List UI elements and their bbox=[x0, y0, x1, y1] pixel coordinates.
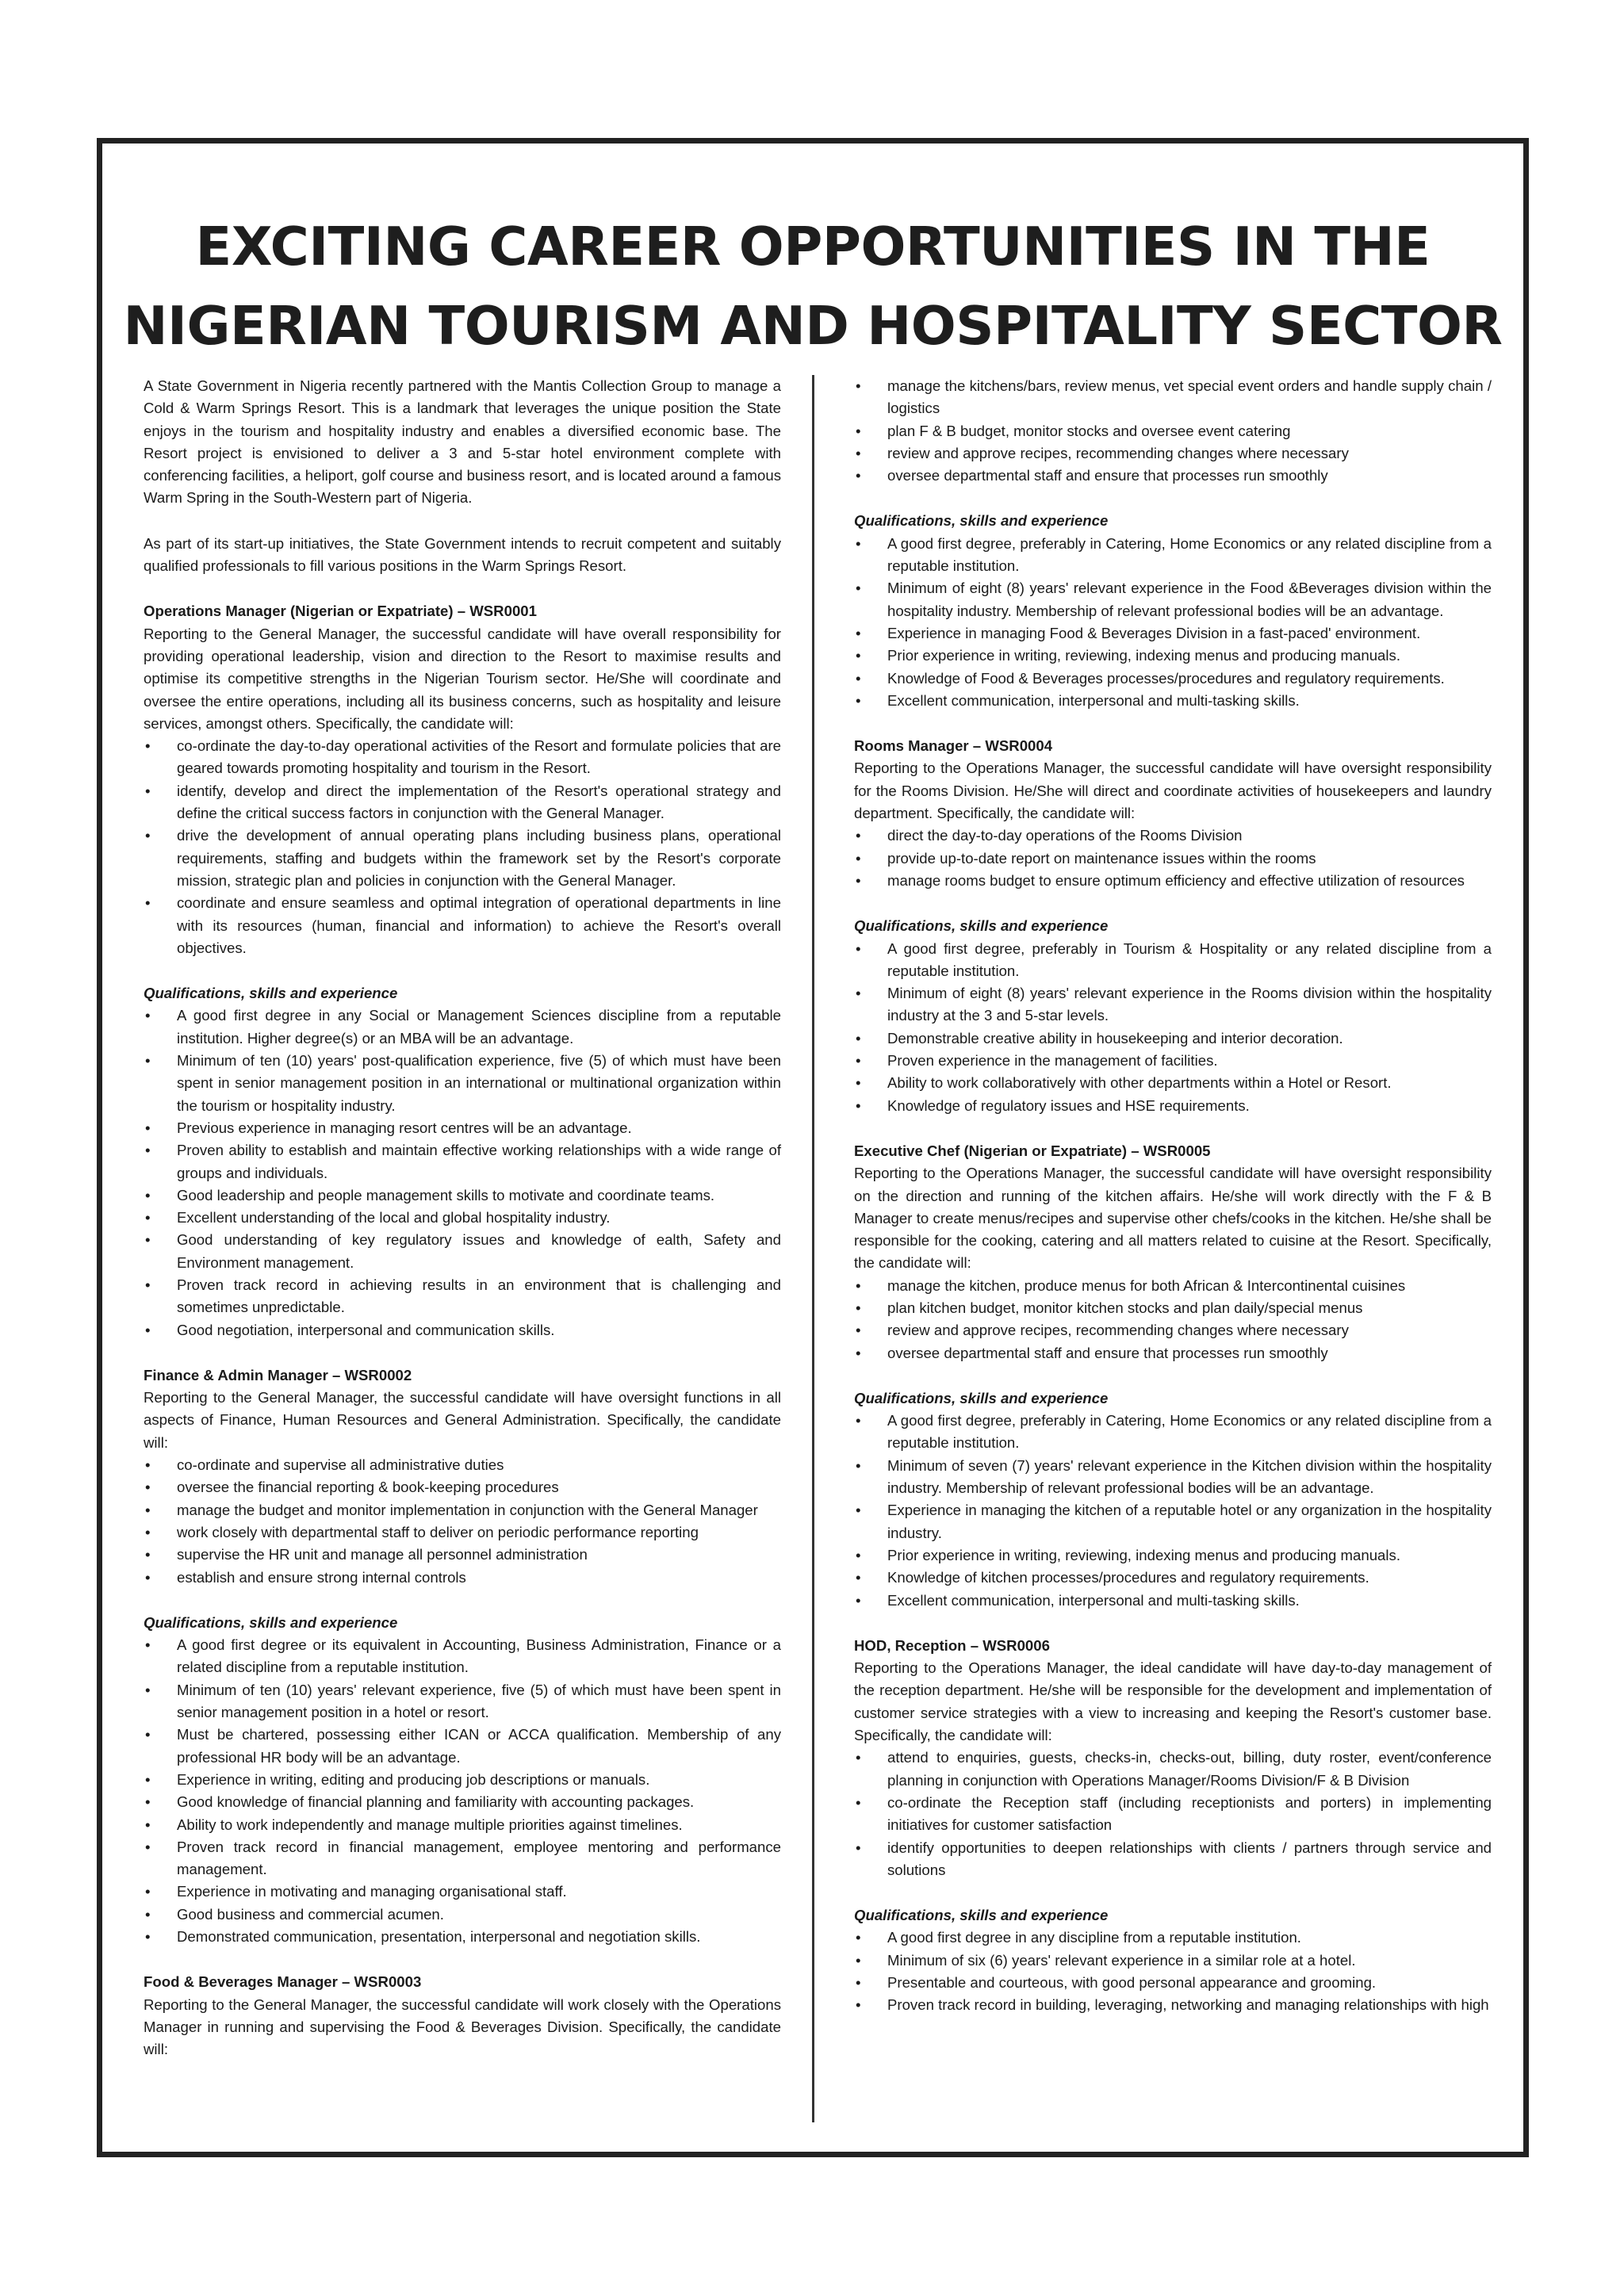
list-item: • Proven track record in financial management, employee mentoring and performance management. bbox=[144, 1836, 781, 1881]
list-item: • A good first degree in any Social or Management Sciences discipline from a reputable institution. Higher degree(s) or an MBA will be an advantage. bbox=[144, 1004, 781, 1050]
title-line-2: NIGERIAN TOURISM AND HOSPITALITY SECTOR bbox=[123, 295, 1503, 357]
list-item: • review and approve recipes, recommending changes where necessary bbox=[854, 442, 1492, 465]
list-item: • A good first degree, preferably in Tourism & Hospitality or any related discipline from a reputable institution. bbox=[854, 938, 1492, 983]
job-intro: Reporting to the Operations Manager, the ideal candidate will have day-to-day management of the reception department. He/she will be responsible for the development and implementation of customer service strategies with a view to increasing and keeping the Resort's customer base. Specifically, the candidate will: bbox=[854, 1659, 1492, 1744]
list-item: • manage the kitchens/bars, review menus, vet special event orders and handle supply chain / logistics bbox=[854, 375, 1492, 420]
list-item: • Experience in managing Food & Beverages Division in a fast-paced' environment. bbox=[854, 622, 1492, 645]
list-item: • oversee the financial reporting & book-keeping procedures bbox=[144, 1476, 781, 1498]
list-item: • work closely with departmental staff to deliver on periodic performance reporting bbox=[144, 1521, 781, 1544]
page-title bbox=[102, 207, 1523, 365]
intro-paragraph: A State Government in Nigeria recently partnered with the Mantis Collection Group to manage a Cold & Warm Springs Resort. This is a landmark that leverages the unique position the State enjoys in the tourism and hospitality industry and enables a diversified economic base. The Resort project is envisioned to deliver a 3 and 5-star hotel environment complete with conferencing facilities, a heliport, golf course and business resort, and is located around a famous Warm Spring in the South-Western part of Nigeria. bbox=[144, 377, 781, 507]
list-item: • co-ordinate and supervise all administrative duties bbox=[144, 1454, 781, 1476]
duties-list bbox=[854, 825, 1492, 892]
duties-list bbox=[144, 735, 781, 959]
job-intro: Reporting to the General Manager, the successful candidate will have oversight functions in all aspects of Finance, Human Resources and General Administration. Specifically, the candidate will: bbox=[144, 1389, 781, 1451]
list-item: • A good first degree, preferably in Catering, Home Economics or any related discipline from a reputable institution. bbox=[854, 533, 1492, 578]
list-item: • co-ordinate the day-to-day operational activities of the Resort and formulate policies that are geared towards promoting hospitality and tourism in the Resort. bbox=[144, 735, 781, 780]
list-item: • Demonstrable creative ability in housekeeping and interior decoration. bbox=[854, 1027, 1492, 1050]
list-item: • identify, develop and direct the implementation of the Resort's operational strategy and define the critical success factors in conjunction with the General Manager. bbox=[144, 780, 781, 825]
list-item: • Ability to work independently and manage multiple priorities against timelines. bbox=[144, 1814, 781, 1836]
list-item: • Proven track record in achieving results in an environment that is challenging and sometimes unpredictable. bbox=[144, 1274, 781, 1319]
list-item: • manage the budget and monitor implementation in conjunction with the General Manager bbox=[144, 1499, 781, 1521]
title-line-1: EXCITING CAREER OPPORTUNITIES IN THE bbox=[195, 216, 1431, 277]
list-item: • Experience in managing the kitchen of a reputable hotel or any organization in the hospitality industry. bbox=[854, 1499, 1492, 1544]
list-item: • A good first degree in any discipline from a reputable institution. bbox=[854, 1927, 1492, 1949]
list-item: • Minimum of eight (8) years' relevant experience in the Rooms division within the hospitality industry at the 3 and 5-star levels. bbox=[854, 982, 1492, 1027]
list-item: • attend to enquiries, guests, checks-in, checks-out, billing, duty roster, event/conference planning in conjunction with Operations Manager/Rooms Division/F & B Division bbox=[854, 1747, 1492, 1792]
list-item: • A good first degree, preferably in Catering, Home Economics or any related discipline from a reputable institution. bbox=[854, 1410, 1492, 1455]
list-item: • Excellent communication, interpersonal and multi-tasking skills. bbox=[854, 690, 1492, 712]
list-item: • establish and ensure strong internal controls bbox=[144, 1567, 781, 1589]
list-item: • supervise the HR unit and manage all personnel administration bbox=[144, 1544, 781, 1566]
list-item: • Minimum of ten (10) years' post-qualification experience, five (5) of which must have been spent in senior management position in an international or multinational organization within the tourism or hospitality industry. bbox=[144, 1050, 781, 1117]
job-heading-hod-reception: HOD, Reception – WSR0006 bbox=[854, 1636, 1050, 1654]
list-item: • manage the kitchen, produce menus for both African & Intercontinental cuisines bbox=[854, 1275, 1492, 1297]
list-item: • Minimum of eight (8) years' relevant experience in the Food &Beverages division within the hospitality industry. Membership of relevant professional bodies will be an advantage. bbox=[854, 577, 1492, 622]
job-intro: Reporting to the Operations Manager, the successful candidate will have oversight responsibility for the Rooms Division. He/She will direct and coordinate activities of housekeepers and laundry department. Specifically, the candidate will: bbox=[854, 760, 1492, 822]
list-item: • Previous experience in managing resort centres will be an advantage. bbox=[144, 1117, 781, 1139]
list-item: • Proven experience in the management of facilities. bbox=[854, 1050, 1492, 1072]
qualifications-list bbox=[854, 1410, 1492, 1612]
qualifications-heading: Qualifications, skills and experience bbox=[144, 1613, 398, 1631]
list-item: • A good first degree or its equivalent in Accounting, Business Administration, Finance or a related discipline from a reputable institution. bbox=[144, 1634, 781, 1679]
list-item: • Minimum of six (6) years' relevant experience in a similar role at a hotel. bbox=[854, 1950, 1492, 1972]
list-item: • Excellent understanding of the local and global hospitality industry. bbox=[144, 1207, 781, 1229]
list-item: • direct the day-to-day operations of the Rooms Division bbox=[854, 825, 1492, 847]
list-item: • Good understanding of key regulatory issues and knowledge of ealth, Safety and Environment management. bbox=[144, 1229, 781, 1274]
right-column bbox=[854, 375, 1492, 2017]
list-item: • Ability to work collaboratively with other departments within a Hotel or Resort. bbox=[854, 1072, 1492, 1094]
duties-list bbox=[854, 375, 1492, 487]
job-intro: Reporting to the General Manager, the successful candidate will have overall responsibility for providing operational leadership, vision and direction to the Resort to maximise results and optimise its competitive strengths in the Nigerian Tourism sector. He/She will coordinate and oversee the entire operations, including all its business concerns, such as hospitality and leisure services, amongst others. Specifically, the candidate will: bbox=[144, 625, 781, 732]
list-item: • Must be chartered, possessing either ICAN or ACCA qualification. Membership of any professional HR body will be an advantage. bbox=[144, 1724, 781, 1769]
list-item: • Knowledge of kitchen processes/procedures and regulatory requirements. bbox=[854, 1567, 1492, 1589]
list-item: • Proven ability to establish and maintain effective working relationships with a wide range of groups and individuals. bbox=[144, 1139, 781, 1184]
qualifications-heading: Qualifications, skills and experience bbox=[854, 1907, 1109, 1924]
list-item: • oversee departmental staff and ensure that processes run smoothly bbox=[854, 465, 1492, 487]
job-intro: Reporting to the General Manager, the successful candidate will work closely with the Operations Manager in running and supervising the Food & Beverages Division. Specifically, the candidate will: bbox=[144, 1996, 781, 2058]
list-item: • drive the development of annual operating plans including business plans, operational requirements, staffing and budgets within the framework set by the Resort's corporate mission, strategic plan and policies in conjunction with the General Manager. bbox=[144, 825, 781, 892]
job-heading-finance-admin-manager: Finance & Admin Manager – WSR0002 bbox=[144, 1366, 412, 1383]
list-item: • Presentable and courteous, with good personal appearance and grooming. bbox=[854, 1972, 1492, 1994]
list-item: • Good business and commercial acumen. bbox=[144, 1904, 781, 1926]
list-item: • Minimum of seven (7) years' relevant experience in the Kitchen division within the hospitality industry. Membership of relevant professional bodies will be an advantage. bbox=[854, 1455, 1492, 1500]
qualifications-list bbox=[854, 1927, 1492, 2016]
job-intro: Reporting to the Operations Manager, the successful candidate will have oversight responsibility on the direction and running of the kitchen affairs. He/she will work directly with the F & B Manager to create menus/recipes and supervise other chefs/cooks in the kitchen. He/she shall be responsible for the cooking, catering and all matters related to cuisine at the Resort. Specifically, the candidate will: bbox=[854, 1165, 1492, 1272]
job-heading-food-beverages-manager: Food & Beverages Manager – WSR0003 bbox=[144, 1973, 422, 1991]
list-item: • Knowledge of regulatory issues and HSE requirements. bbox=[854, 1095, 1492, 1117]
list-item: • Minimum of ten (10) years' relevant experience, five (5) of which must have been spent in senior management position in a hotel or resort. bbox=[144, 1679, 781, 1724]
list-item: • oversee departmental staff and ensure that processes run smoothly bbox=[854, 1342, 1492, 1364]
list-item: • provide up-to-date report on maintenance issues within the rooms bbox=[854, 848, 1492, 870]
qualifications-heading: Qualifications, skills and experience bbox=[854, 917, 1109, 935]
list-item: • plan kitchen budget, monitor kitchen stocks and plan daily/special menus bbox=[854, 1297, 1492, 1319]
list-item: • Good leadership and people management skills to motivate and coordinate teams. bbox=[144, 1184, 781, 1207]
qualifications-heading: Qualifications, skills and experience bbox=[854, 512, 1109, 530]
qualifications-heading: Qualifications, skills and experience bbox=[854, 1389, 1109, 1406]
list-item: • Good negotiation, interpersonal and communication skills. bbox=[144, 1319, 781, 1341]
qualifications-heading: Qualifications, skills and experience bbox=[144, 985, 398, 1002]
list-item: • Experience in motivating and managing organisational staff. bbox=[144, 1881, 781, 1903]
list-item: • review and approve recipes, recommending changes where necessary bbox=[854, 1319, 1492, 1341]
list-item: • co-ordinate the Reception staff (including receptionists and porters) in implementing initiatives for customer satisfaction bbox=[854, 1792, 1492, 1837]
qualifications-list bbox=[854, 533, 1492, 712]
duties-list bbox=[854, 1275, 1492, 1364]
list-item: • Proven track record in building, leveraging, networking and managing relationships with high bbox=[854, 1994, 1492, 2016]
startup-paragraph: As part of its start-up initiatives, the State Government intends to recruit competent and suitably qualified professionals to fill various positions in the Warm Springs Resort. bbox=[144, 534, 781, 575]
list-item: • coordinate and ensure seamless and optimal integration of operational departments in line with its resources (human, financial and information) to achieve the Resort's overall objectives. bbox=[144, 892, 781, 959]
list-item: • Prior experience in writing, reviewing, indexing menus and producing manuals. bbox=[854, 1544, 1492, 1567]
column-divider bbox=[812, 375, 814, 2122]
list-item: • Good knowledge of financial planning and familiarity with accounting packages. bbox=[144, 1791, 781, 1813]
job-heading-operations-manager: Operations Manager (Nigerian or Expatriate) – WSR0001 bbox=[144, 603, 537, 620]
duties-list bbox=[144, 1454, 781, 1589]
list-item: • Prior experience in writing, reviewing, indexing menus and producing manuals. bbox=[854, 645, 1492, 667]
qualifications-list bbox=[854, 938, 1492, 1117]
list-item: • Knowledge of Food & Beverages processes/procedures and regulatory requirements. bbox=[854, 668, 1492, 690]
qualifications-list bbox=[144, 1004, 781, 1341]
qualifications-list bbox=[144, 1634, 781, 1948]
advert-frame bbox=[97, 138, 1529, 2157]
list-item: • Excellent communication, interpersonal and multi-tasking skills. bbox=[854, 1590, 1492, 1612]
job-heading-executive-chef: Executive Chef (Nigerian or Expatriate) – WSR0005 bbox=[854, 1142, 1211, 1159]
left-column bbox=[144, 375, 781, 2061]
list-item: • Demonstrated communication, presentation, interpersonal and negotiation skills. bbox=[144, 1926, 781, 1948]
list-item: • plan F & B budget, monitor stocks and oversee event catering bbox=[854, 420, 1492, 442]
list-item: • Experience in writing, editing and producing job descriptions or manuals. bbox=[144, 1769, 781, 1791]
duties-list bbox=[854, 1747, 1492, 1881]
list-item: • identify opportunities to deepen relationships with clients / partners through service and solutions bbox=[854, 1837, 1492, 1882]
job-heading-rooms-manager: Rooms Manager – WSR0004 bbox=[854, 737, 1053, 755]
list-item: • manage rooms budget to ensure optimum efficiency and effective utilization of resources bbox=[854, 870, 1492, 892]
